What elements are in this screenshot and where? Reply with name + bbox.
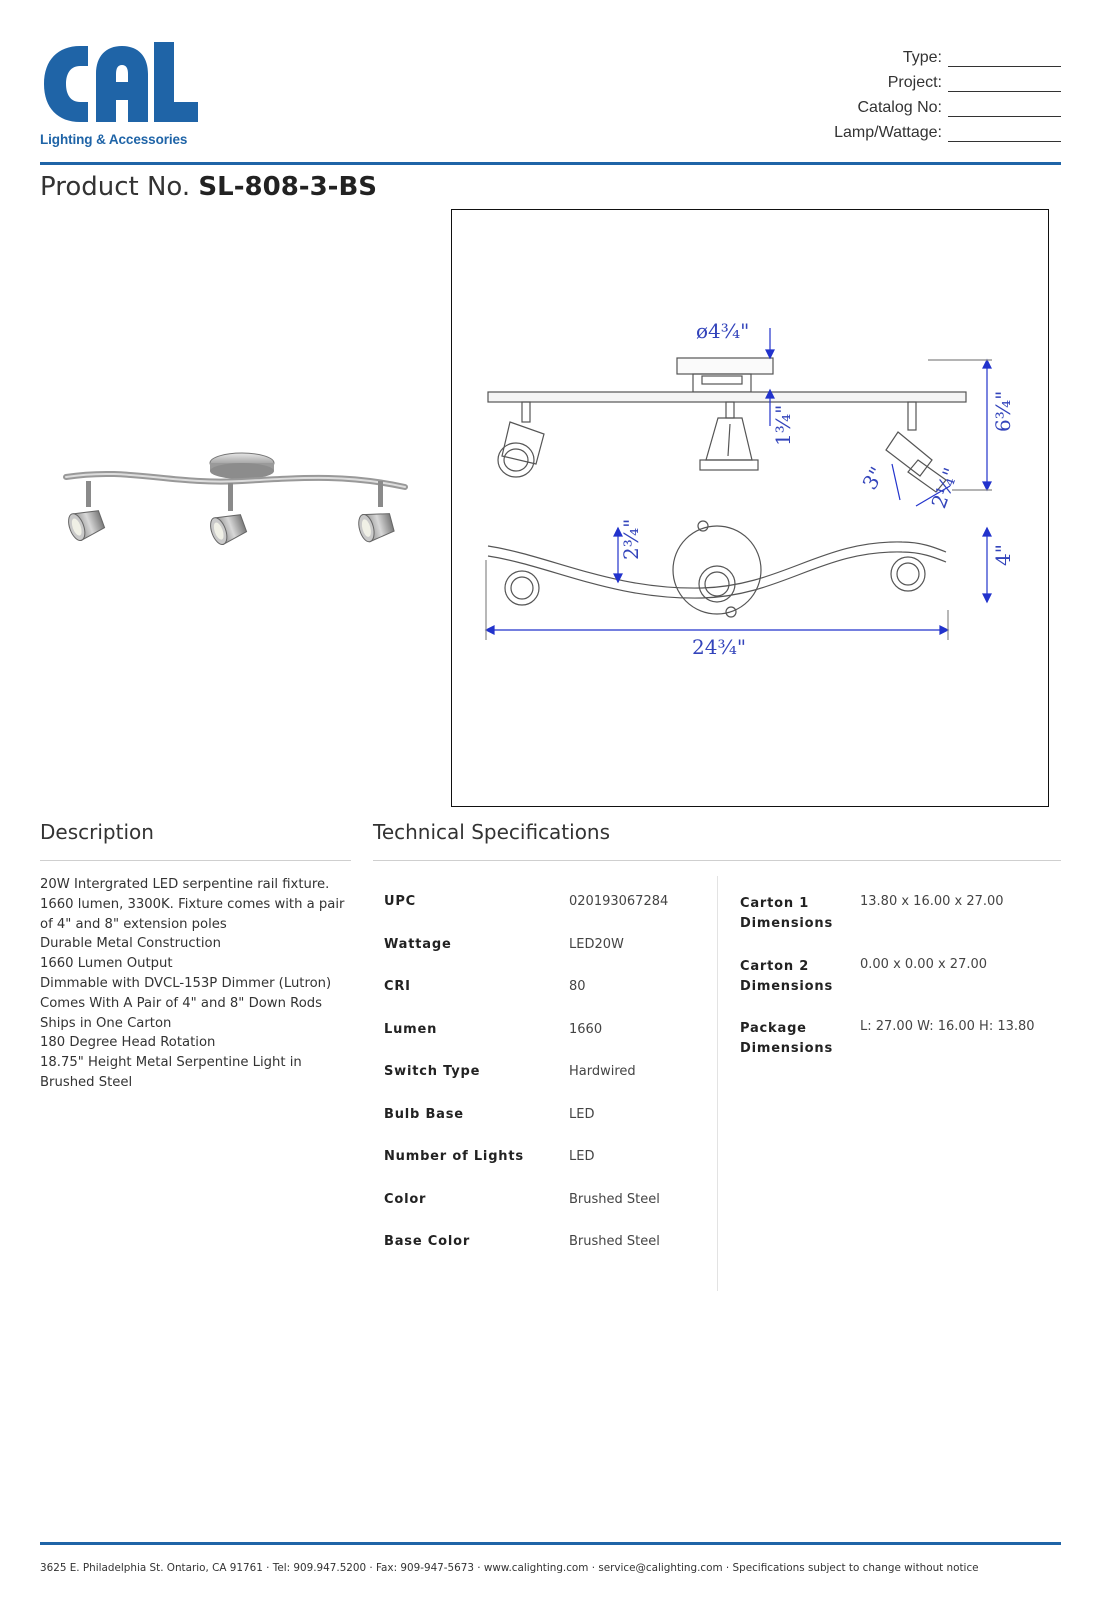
spec-row-color xyxy=(384,1192,714,1235)
spec-value: LED xyxy=(569,1106,595,1122)
lamp-wattage-field xyxy=(834,117,1061,142)
spec-value: 020193067284 xyxy=(569,894,669,909)
spec-label: Package Dimensions xyxy=(740,1021,833,1056)
dim-overall-length: 24¾" xyxy=(692,635,747,659)
type-field-label: Type: xyxy=(902,49,942,66)
spec-label: Switch Type xyxy=(384,1064,481,1079)
spec-value: 0.00 x 0.00 x 27.00 xyxy=(860,956,988,972)
spec-value: 1660 xyxy=(569,1021,603,1037)
specs-heading: Technical Specifications xyxy=(373,820,611,844)
spec-value: L: 27.00 W: 16.00 H: 13.80 xyxy=(860,1019,1035,1034)
brand-tagline: Lighting & Accessories xyxy=(40,132,188,147)
footer-contact: 3625 E. Philadelphia St. Ontario, CA 91761 · Tel: 909.947.5200 · Fax: 909-947-5673 · www.calighting.com · service@calighting.com · Specifications subject to change without notice xyxy=(40,1562,979,1574)
description-line: 18.75" Height Metal Serpentine Light in Brushed Steel xyxy=(40,1055,302,1090)
spec-row-base-color xyxy=(384,1234,714,1277)
spec-label: Carton 1 Dimensions xyxy=(740,896,833,931)
description-line: Comes With A Pair of 4" and 8" Down Rods xyxy=(40,995,323,1011)
catalog-field xyxy=(834,92,1061,117)
product-number: SL-808-3-BS xyxy=(198,172,377,202)
specs-divider xyxy=(373,860,1061,861)
dim-head-width: 3" xyxy=(857,462,890,494)
description-line: 180 Degree Head Rotation xyxy=(40,1035,216,1051)
spec-value: 80 xyxy=(569,979,586,994)
product-photo xyxy=(60,445,410,565)
spec-label: UPC xyxy=(384,894,417,909)
spec-row-cri xyxy=(384,979,714,1022)
technical-drawing xyxy=(451,209,1049,807)
dim-head-height: 1¾" xyxy=(771,404,795,446)
description-line: Dimmable with DVCL-153P Dimmer (Lutron) xyxy=(40,975,332,991)
project-field-line[interactable] xyxy=(948,74,1061,92)
description-line: Ships in One Carton xyxy=(40,1015,172,1031)
spec-label: Color xyxy=(384,1191,427,1207)
spec-label: Carton 2 Dimensions xyxy=(740,958,833,994)
cal-logo-mark xyxy=(40,38,200,128)
description-body xyxy=(40,875,355,1093)
catalog-field-line[interactable] xyxy=(948,99,1061,117)
spec-row-carton-2 xyxy=(740,957,1070,1020)
spec-row-carton-1 xyxy=(740,894,1070,957)
spec-row-switch-type xyxy=(384,1064,714,1107)
dim-total-height: 6¾" xyxy=(991,390,1015,432)
spec-label: Base Color xyxy=(384,1234,471,1249)
specs-table-right xyxy=(740,894,1070,1082)
brand-logo xyxy=(40,38,200,150)
header-divider xyxy=(40,162,1061,165)
catalog-field-label: Catalog No: xyxy=(857,99,942,116)
spec-value: Hardwired xyxy=(569,1064,636,1079)
type-field-line[interactable] xyxy=(948,49,1061,67)
spec-row-package xyxy=(740,1019,1070,1082)
spec-row-upc xyxy=(384,894,714,937)
dim-head-depth: 2¼" xyxy=(926,464,964,512)
spec-value: Brushed Steel xyxy=(569,1191,660,1207)
spec-row-wattage xyxy=(384,937,714,980)
dim-rail-rise: 2¾" xyxy=(619,518,643,560)
product-title xyxy=(40,172,377,202)
product-title-prefix: Product No. xyxy=(40,172,191,202)
description-heading: Description xyxy=(40,820,154,844)
spec-row-number-of-lights xyxy=(384,1149,714,1192)
lamp-wattage-field-line[interactable] xyxy=(948,124,1061,142)
type-field xyxy=(834,42,1061,67)
description-line: 20W Intergrated LED serpentine rail fixture. 1660 lumen, 3300K. Fixture comes with a pair of 4" and 8" extension poles xyxy=(40,877,345,932)
spec-row-lumen xyxy=(384,1022,714,1065)
spec-label: Bulb Base xyxy=(384,1106,464,1122)
spec-value: 13.80 x 16.00 x 27.00 xyxy=(860,894,1004,909)
spec-label: Lumen xyxy=(384,1021,438,1037)
spec-value: LED xyxy=(569,1149,595,1164)
spec-label: Wattage xyxy=(384,936,452,952)
spec-value: LED20W xyxy=(569,936,624,952)
description-line: 1660 Lumen Output xyxy=(40,956,173,972)
dim-canopy-diameter: ø4¾" xyxy=(696,319,750,343)
project-field-label: Project: xyxy=(887,74,942,91)
spec-value: Brushed Steel xyxy=(569,1234,660,1249)
lamp-wattage-field-label: Lamp/Wattage: xyxy=(834,124,942,141)
description-line: Durable Metal Construction xyxy=(40,936,221,952)
specs-column-divider xyxy=(717,876,718,1291)
project-field xyxy=(834,67,1061,92)
footer-divider xyxy=(40,1542,1061,1545)
dim-rail-depth: 4" xyxy=(991,544,1015,566)
description-divider xyxy=(40,860,351,861)
spec-label: Number of Lights xyxy=(384,1149,524,1164)
spec-label: CRI xyxy=(384,979,411,994)
spec-row-bulb-base xyxy=(384,1107,714,1150)
project-fields xyxy=(834,42,1061,142)
specs-table-left xyxy=(384,894,714,1277)
